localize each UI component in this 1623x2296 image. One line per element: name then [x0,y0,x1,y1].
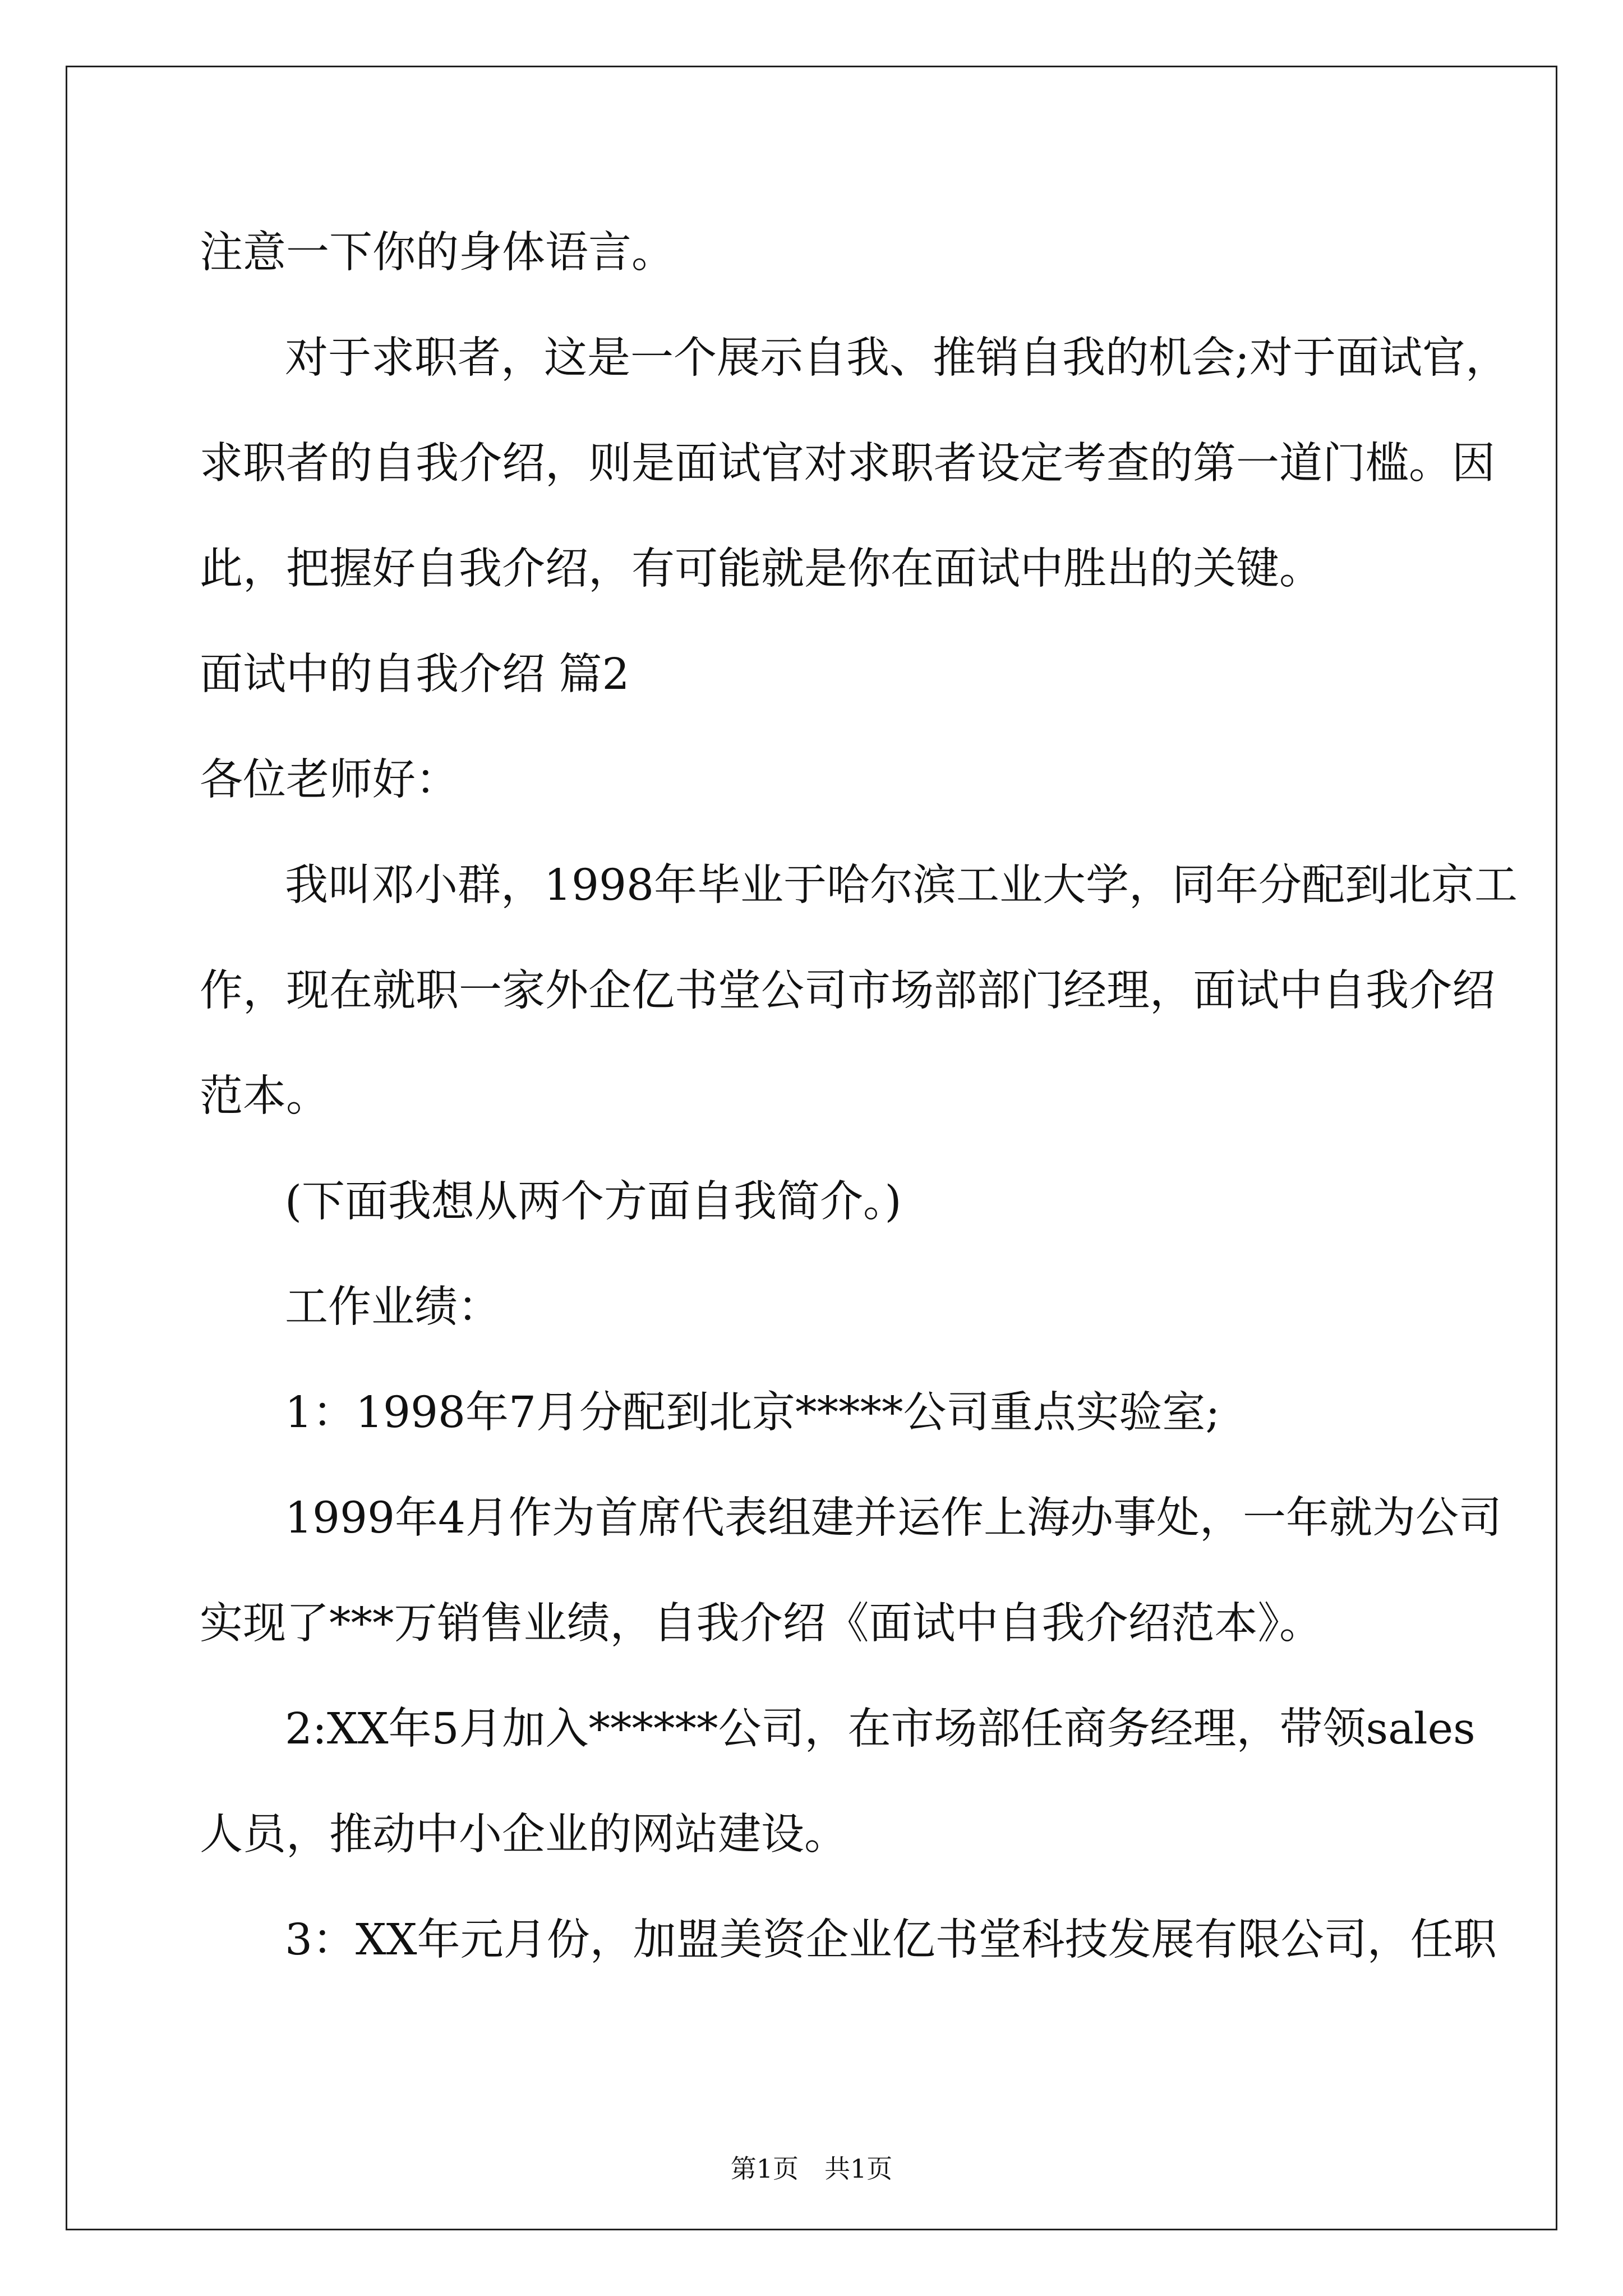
body-line-15: 2:XX年5月加入******公司，在市场部任商务经理，带领sales [285,1704,1476,1754]
body-line-16: 人员，推动中小企业的网站建设。 [200,1810,847,1860]
page-border [66,66,1557,2230]
body-line-10: (下面我想从两个方面自我简介。) [285,1177,902,1227]
page-footer: 第1页 共1页 [730,2154,893,2184]
body-line-17: 3：XX年元月份，加盟美资企业亿书堂科技发展有限公司，任职 [285,1915,1497,1965]
body-line-12: 1：1998年7月分配到北京*****公司重点实验室; [285,1388,1220,1438]
body-line-9: 范本。 [200,1071,329,1121]
body-line-2: 对于求职者，这是一个展示自我、推销自我的机会;对于面试官， [285,333,1509,383]
body-line-7: 我叫邓小群，1998年毕业于哈尔滨工业大学，同年分配到北京工 [285,861,1518,910]
body-line-14: 实现了***万销售业绩，自我介绍《面试中自我介绍范本》。 [200,1599,1322,1649]
body-line-1: 注意一下你的身体语言。 [200,228,675,278]
body-line-11: 工作业绩： [285,1282,501,1332]
body-line-3: 求职者的自我介绍，则是面试官对求职者设定考查的第一道门槛。因 [200,439,1495,489]
body-line-8: 作，现在就职一家外企亿书堂公司市场部部门经理，面试中自我介绍 [200,966,1495,1016]
body-line-13: 1999年4月作为首席代表组建并运作上海办事处，一年就为公司 [285,1493,1502,1543]
greeting-line: 各位老师好： [200,755,459,805]
section-heading: 面试中的自我介绍 篇2 [200,650,630,700]
body-line-4: 此，把握好自我介绍，有可能就是你在面试中胜出的关键。 [200,544,1322,594]
